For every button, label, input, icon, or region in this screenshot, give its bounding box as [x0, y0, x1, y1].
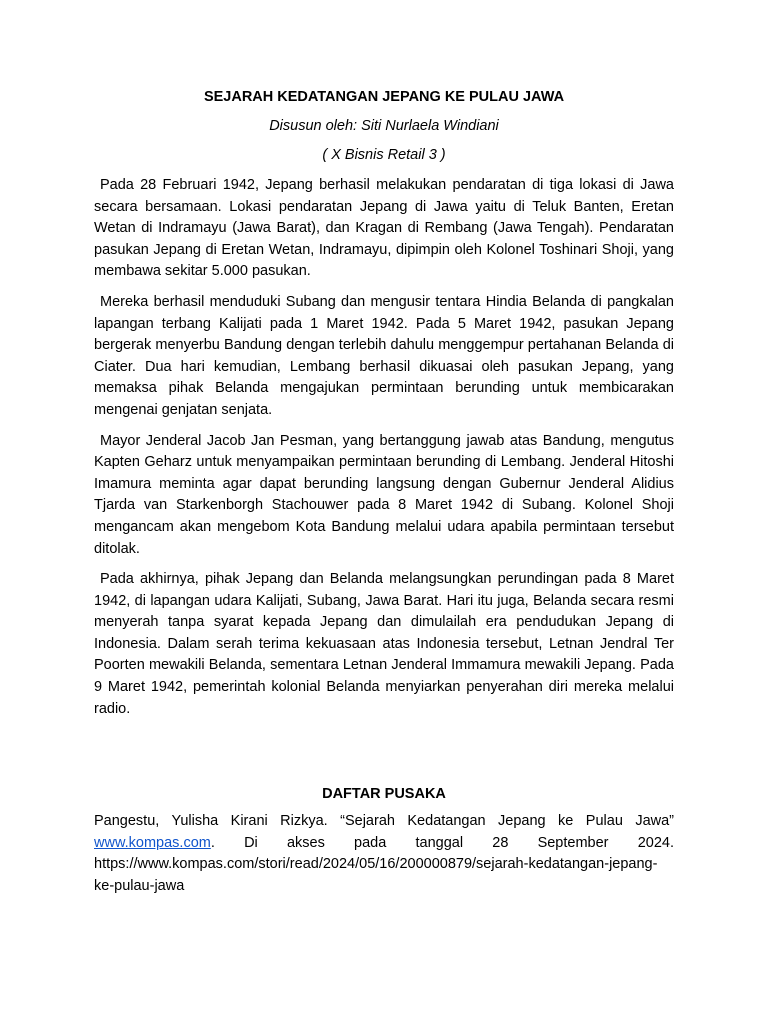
paragraph-4: Pada akhirnya, pihak Jepang dan Belanda melangsungkan perundingan pada 8 Maret 1942, di lapangan udara Kalijati, Subang, Jawa Barat. Hari itu juga, Belanda secara resmi menyerah tanpa syarat kepada Jepang dan dimulailah era pendudukan Jepang di Indonesia. Dalam serah terima kekuasaan atas Indonesia tersebut, Letnan Jendral Ter Poorten mewakili Belanda, sementara Letnan Jenderal Immamura mewakili Jepang. Pada 9 Maret 1942, pemerintah kolonial Belanda menyiarkan penyerahan diri mereka melalui radio.: [94, 571, 674, 717]
reference-entry: [94, 811, 674, 897]
references-title: DAFTAR PUSAKA: [322, 786, 446, 803]
paragraph-1: Pada 28 Februari 1942, Jepang berhasil melakukan pendaratan di tiga lokasi di Jawa secara bersamaan. Lokasi pendaratan Jepang di Jawa yaitu di Teluk Banten, Eretan Wetan di Indramayu (Jawa Barat), dan Kragan di Rembang (Jawa Tengah). Pendaratan pasukan Jepang di Eretan Wetan, Indramayu, dipimpin oleh Kolonel Toshinari Shoji, yang membawa sekitar 5.000 pasukan.: [94, 177, 674, 280]
document-title: SEJARAH KEDATANGAN JEPANG KE PULAU JAWA: [203, 89, 565, 105]
paragraph-2: Mereka berhasil menduduki Subang dan mengusir tentara Hindia Belanda di pangkalan lapangan terbang Kalijati pada 1 Maret 1942. Pada 5 Maret 1942, pasukan Jepang bergerak menyerbu Bandung dengan terlebih dahulu menggempur pertahanan Belanda di Ciater. Dua hari kemudian, Lembang berhasil dikuasai oleh pasukan Jepang, yang memaksa pihak Belanda mengajukan permintaan berunding untuk membicarakan mengenai genjatan senjata.: [94, 293, 674, 418]
reference-link[interactable]: www.kompas.com: [94, 834, 211, 851]
paragraph-3: Mayor Jenderal Jacob Jan Pesman, yang bertanggung jawab atas Bandung, mengutus Kapten Geharz untuk menyampaikan permintaan berunding di Lembang. Jenderal Hitoshi Imamura meminta agar dapat berunding langsung dengan Gubernur Jenderal Alidius Tjarda van Starkenborgh Stachouwer pada 8 Maret 1942 di Subang. Kolonel Shoji mengancam akan mengebom Kota Bandung melalui udara apabila permintaan tersebut ditolak.: [94, 432, 674, 557]
author-line: Disusun oleh: Siti Nurlaela Windiani: [269, 118, 499, 134]
class-line: ( X Bisnis Retail 3 ): [322, 147, 446, 163]
document-page: [94, 86, 674, 898]
reference-suffix: . Di akses pada tanggal 28 September 2024. https://www.kompas.com/stori/read/2024/05/16/200000879/sejarah-kedatangan-jepang-ke-pulau-jawa: [94, 834, 674, 895]
reference-prefix: Pangestu, Yulisha Kirani Rizkya. “Sejarah Kedatangan Jepang ke Pulau Jawa”: [94, 813, 674, 830]
